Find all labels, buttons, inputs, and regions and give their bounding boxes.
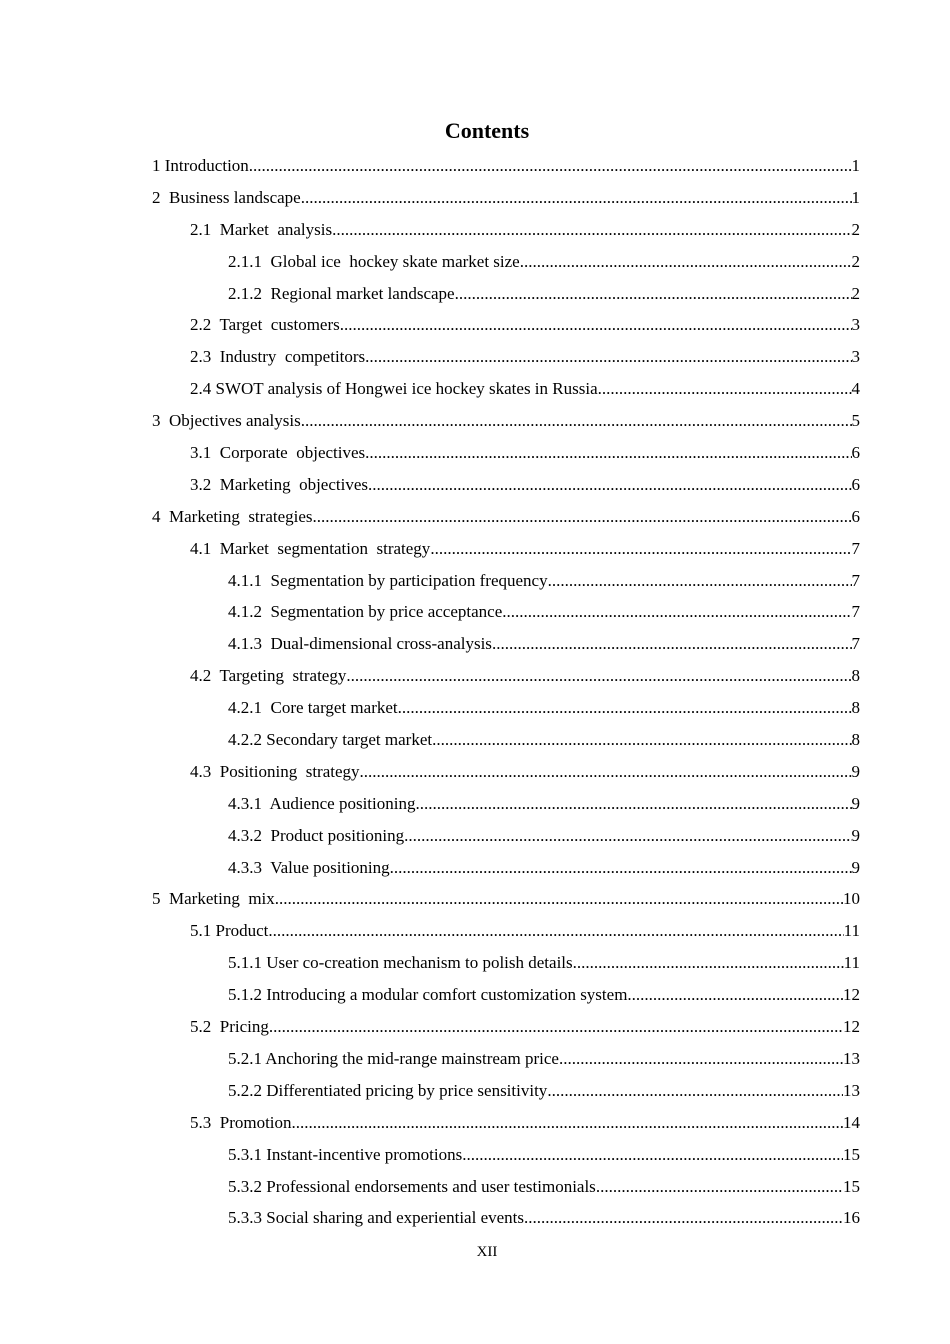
toc-entry-label: 5.3.2 Professional endorsements and user testimonials	[228, 1176, 596, 1196]
toc-entry[interactable]	[152, 724, 860, 756]
toc-entry-page-number: 12	[843, 1017, 860, 1037]
toc-entry[interactable]	[152, 820, 860, 852]
toc-dot-leader	[432, 724, 851, 756]
toc-entry[interactable]	[152, 1107, 860, 1139]
toc-entry[interactable]	[152, 214, 860, 246]
toc-entry[interactable]	[152, 246, 860, 278]
toc-entry[interactable]	[152, 150, 860, 182]
toc-dot-leader	[502, 596, 851, 628]
toc-entry-page-number: 7	[851, 602, 860, 622]
toc-dot-leader	[346, 660, 851, 692]
toc-dot-leader	[596, 1171, 843, 1203]
toc-entry[interactable]	[152, 309, 860, 341]
toc-dot-leader	[268, 915, 843, 947]
toc-entry[interactable]	[152, 278, 860, 310]
toc-entry-page-number: 13	[843, 1080, 860, 1100]
toc-entry[interactable]	[152, 182, 860, 214]
toc-dot-leader	[292, 1107, 843, 1139]
toc-entry-page-number: 3	[851, 347, 860, 367]
toc-entry[interactable]	[152, 1202, 860, 1234]
toc-entry-label: 5 Marketing mix	[152, 889, 275, 909]
toc-entry-page-number: 1	[851, 156, 860, 175]
toc-entry-label: 4.1 Market segmentation strategy	[190, 538, 431, 558]
toc-entry-page-number: 16	[843, 1208, 860, 1228]
toc-dot-leader	[598, 373, 852, 405]
toc-entry-label: 2.1.1 Global ice hockey skate market size	[228, 251, 520, 271]
toc-dot-leader	[492, 628, 852, 660]
toc-entry-page-number: 7	[851, 634, 860, 654]
toc-entry[interactable]	[152, 405, 860, 437]
toc-dot-leader	[301, 405, 852, 437]
toc-entry[interactable]	[152, 756, 860, 788]
toc-entry-label: 5.1 Product	[190, 921, 269, 941]
toc-entry-label: 2.4 SWOT analysis of Hongwei ice hockey skates in Russia	[190, 379, 598, 399]
toc-entry-page-number: 6	[851, 443, 860, 463]
toc-entry-label: 4.3 Positioning strategy	[190, 761, 360, 781]
toc-entry[interactable]	[152, 915, 860, 947]
toc-entry-page-number: 9	[851, 793, 860, 813]
toc-entry-label: 5.2 Pricing	[190, 1017, 269, 1037]
toc-dot-leader	[269, 1011, 843, 1043]
toc-dot-leader	[404, 820, 851, 852]
toc-entry[interactable]	[152, 852, 860, 884]
toc-dot-leader	[390, 852, 852, 884]
toc-entry-label: 3.2 Marketing objectives	[190, 474, 368, 494]
toc-entry-label: 2.1 Market analysis	[190, 219, 333, 239]
toc-dot-leader	[368, 469, 852, 501]
toc-entry[interactable]	[152, 501, 860, 533]
toc-entry-label: 5.2.2 Differentiated pricing by price sensitivity	[228, 1080, 548, 1100]
toc-entry-label: 4.3.3 Value positioning	[228, 857, 390, 877]
toc-dot-leader	[548, 565, 852, 597]
toc-entry-page-number: 15	[843, 1144, 860, 1164]
toc-entry-label: 4.2 Targeting strategy	[190, 666, 347, 686]
toc-dot-leader	[462, 1139, 843, 1171]
toc-entry-page-number: 7	[851, 570, 860, 590]
toc-entry[interactable]	[152, 596, 860, 628]
table-of-contents	[152, 150, 860, 1234]
toc-entry-label: 4 Marketing strategies	[152, 506, 313, 526]
toc-entry[interactable]	[152, 565, 860, 597]
toc-entry-page-number: 5	[851, 411, 860, 431]
toc-entry[interactable]	[152, 1139, 860, 1171]
toc-entry-page-number: 11	[843, 921, 860, 941]
toc-entry-page-number: 12	[843, 985, 860, 1005]
toc-entry-page-number: 4	[851, 379, 860, 399]
toc-entry-page-number: 8	[851, 666, 860, 686]
toc-dot-leader	[313, 501, 852, 533]
toc-entry-label: 5.3.1 Instant-incentive promotions	[228, 1144, 463, 1164]
toc-entry-label: 4.3.2 Product positioning	[228, 825, 405, 845]
toc-dot-leader	[301, 182, 852, 214]
toc-dot-leader	[415, 788, 851, 820]
toc-entry-page-number: 1	[851, 187, 860, 207]
toc-entry[interactable]	[152, 533, 860, 565]
toc-entry-label: 2.3 Industry competitors	[190, 347, 366, 367]
toc-entry[interactable]	[152, 788, 860, 820]
toc-entry[interactable]	[152, 628, 860, 660]
toc-entry-page-number: 7	[851, 538, 860, 558]
toc-entry[interactable]	[152, 1171, 860, 1203]
toc-entry-label: 5.1.2 Introducing a modular comfort customization system	[228, 985, 628, 1005]
toc-entry[interactable]	[152, 692, 860, 724]
toc-entry-page-number: 9	[851, 825, 860, 845]
toc-dot-leader	[332, 214, 851, 246]
toc-entry-label: 4.2.2 Secondary target market	[228, 730, 433, 750]
toc-dot-leader	[524, 1202, 843, 1234]
toc-entry-label: 2.2 Target customers	[190, 315, 340, 335]
toc-dot-leader	[430, 533, 851, 565]
toc-entry-label: 1 Introduction	[152, 156, 249, 175]
toc-entry[interactable]	[152, 341, 860, 373]
toc-dot-leader	[340, 309, 852, 341]
toc-entry[interactable]	[152, 1075, 860, 1107]
toc-entry[interactable]	[152, 979, 860, 1011]
toc-entry-page-number: 14	[843, 1112, 860, 1132]
toc-entry-page-number: 9	[851, 761, 860, 781]
toc-entry[interactable]	[152, 469, 860, 501]
toc-entry-label: 3.1 Corporate objectives	[190, 443, 366, 463]
toc-entry-page-number: 3	[851, 315, 860, 335]
toc-dot-leader	[627, 979, 843, 1011]
toc-dot-leader	[559, 1043, 843, 1075]
toc-entry-page-number: 8	[851, 730, 860, 750]
toc-entry-page-number: 2	[851, 251, 860, 271]
toc-entry-page-number: 13	[843, 1048, 860, 1068]
toc-dot-leader	[547, 1075, 843, 1107]
toc-dot-leader	[360, 756, 852, 788]
toc-dot-leader	[398, 692, 852, 724]
toc-entry-page-number: 8	[851, 698, 860, 718]
toc-dot-leader	[365, 341, 851, 373]
toc-entry-page-number: 11	[843, 953, 860, 973]
toc-entry[interactable]	[152, 947, 860, 979]
toc-entry[interactable]	[152, 373, 860, 405]
page-number: XII	[476, 1244, 498, 1260]
toc-entry-page-number: 2	[851, 219, 860, 239]
toc-entry[interactable]	[152, 1011, 860, 1043]
toc-entry-page-number: 9	[851, 857, 860, 877]
toc-entry-label: 2 Business landscape	[152, 187, 301, 207]
toc-entry-label: 5.3.3 Social sharing and experiential events	[228, 1208, 524, 1228]
toc-entry-label: 5.1.1 User co-creation mechanism to polish details	[228, 953, 573, 973]
toc-dot-leader	[455, 278, 852, 310]
toc-entry-label: 4.2.1 Core target market	[228, 698, 398, 718]
page-title: Contents	[444, 118, 530, 143]
toc-entry-label: 4.1.1 Segmentation by participation frequency	[228, 570, 548, 590]
toc-dot-leader	[365, 437, 851, 469]
toc-entry-page-number: 6	[851, 474, 860, 494]
toc-entry-label: 2.1.2 Regional market landscape	[228, 283, 455, 303]
toc-entry[interactable]	[152, 660, 860, 692]
toc-entry-label: 3 Objectives analysis	[152, 411, 301, 431]
toc-entry-page-number: 10	[843, 889, 860, 909]
toc-entry[interactable]	[152, 1043, 860, 1075]
toc-entry-page-number: 15	[843, 1176, 860, 1196]
toc-dot-leader	[275, 883, 843, 915]
toc-dot-leader	[249, 150, 852, 182]
toc-entry-label: 4.1.3 Dual-dimensional cross-analysis	[228, 634, 492, 654]
toc-entry-label: 5.3 Promotion	[190, 1112, 292, 1132]
toc-dot-leader	[520, 246, 852, 278]
toc-entry[interactable]	[152, 437, 860, 469]
toc-entry-label: 5.2.1 Anchoring the mid-range mainstream price	[228, 1048, 559, 1068]
toc-dot-leader	[573, 947, 844, 979]
toc-entry-label: 4.3.1 Audience positioning	[228, 793, 416, 813]
toc-entry[interactable]	[152, 883, 860, 915]
toc-entry-label: 4.1.2 Segmentation by price acceptance	[228, 602, 503, 622]
toc-entry-page-number: 2	[851, 283, 860, 303]
toc-entry-page-number: 6	[851, 506, 860, 526]
